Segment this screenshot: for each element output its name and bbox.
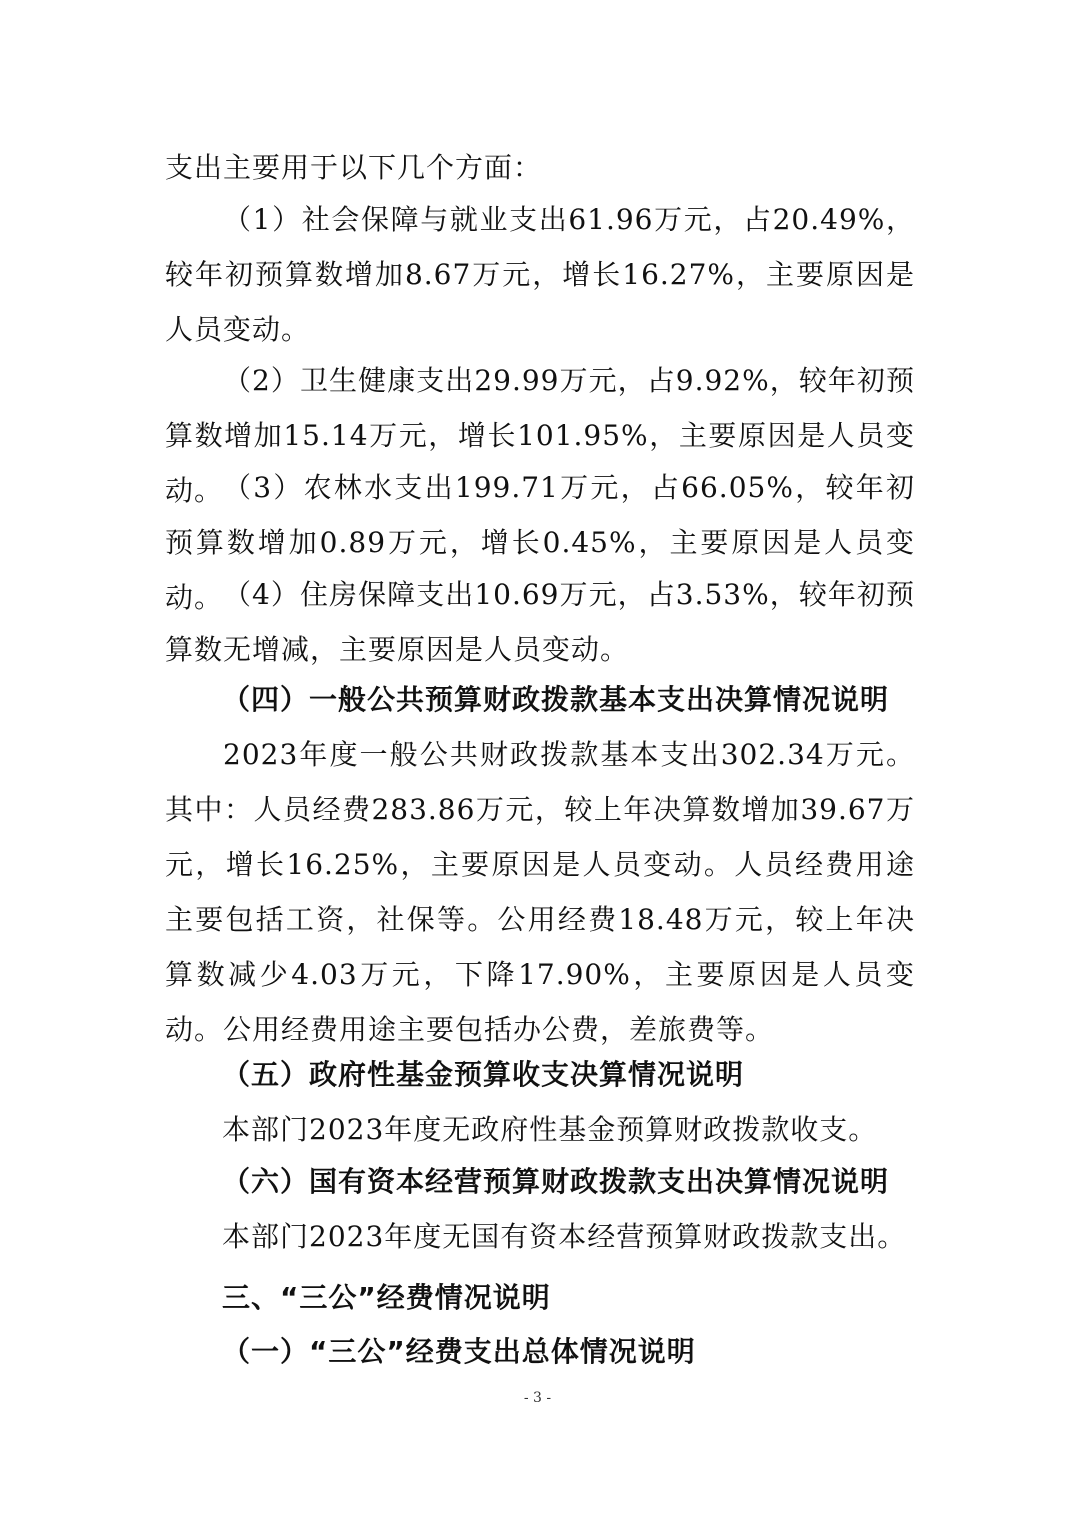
section-three-subheading: （一）“三公”经费支出总体情况说明: [222, 1335, 696, 1368]
page-number: - 3 -: [523, 1390, 552, 1406]
item-4-housing: （4）住房保障支出10.69万元，占3.53%，较年初预算数无增减，主要原因是人员变动。: [165, 578, 915, 666]
basic-expense-paragraph: 2023年度一般公共财政拨款基本支出302.34万元。其中：人员经费283.86万元，较上年决算数增加39.67万元，增长16.25%，主要原因是人员变动。人员经费用途主要包括工资，社保等。公用经费18.48万元，较上年决算数减少4.03万元，下降17.90%，主要原因是人员变动。公用经费用途主要包括办公费，差旅费等。: [165, 738, 915, 1046]
heading-state-capital: （六）国有资本经营预算财政拨款支出决算情况说明: [222, 1165, 890, 1198]
section-three-heading: 三、“三公”经费情况说明: [222, 1281, 551, 1314]
state-capital-paragraph: 本部门2023年度无国有资本经营预算财政拨款支出。: [222, 1220, 907, 1253]
heading-gov-fund: （五）政府性基金预算收支决算情况说明: [222, 1058, 745, 1091]
item-1-social-security: （1）社会保障与就业支出61.96万元，占20.49%，较年初预算数增加8.67万元，增长16.27%，主要原因是人员变动。: [165, 203, 915, 346]
heading-basic-expense: （四）一般公共预算财政拨款基本支出决算情况说明: [222, 683, 890, 716]
item-2-health: （2）卫生健康支出29.99万元，占9.92%，较年初预算数增加15.14万元，增长101.95%，主要原因是人员变动。: [165, 364, 915, 507]
gov-fund-paragraph: 本部门2023年度无政府性基金预算财政拨款收支。: [222, 1113, 878, 1146]
item-3-agriculture: （3）农林水支出199.71万元，占66.05%，较年初预算数增加0.89万元，增长0.45%，主要原因是人员变动。: [165, 471, 915, 614]
intro-paragraph: 支出主要用于以下几个方面：: [165, 151, 543, 184]
